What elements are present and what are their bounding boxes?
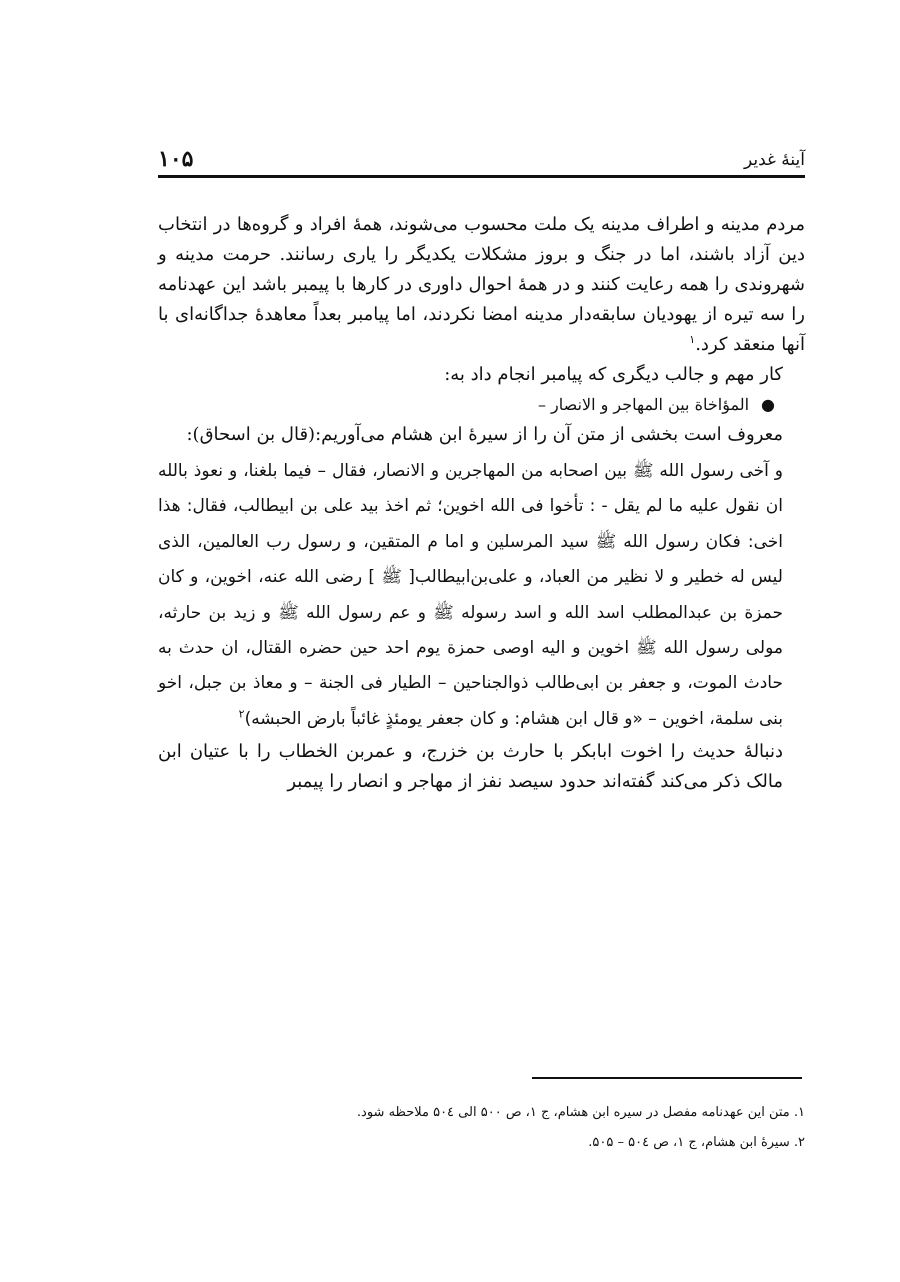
bullet-item bbox=[158, 390, 805, 420]
footnote-ref-2: ۲ bbox=[238, 707, 245, 721]
paragraph-2: کار مهم و جالب دیگری که پیامبر انجام داد به: bbox=[444, 364, 783, 385]
paragraph-1 bbox=[158, 210, 805, 360]
bullet-dot-icon: ● bbox=[761, 395, 775, 414]
header-divider bbox=[158, 175, 805, 178]
footnote-1: ۱. متن این عهدنامه مفصل در سیره ابن هشام، ج ۱، ص ۵۰۰ الی ۵۰٤ ملاحظه شود. bbox=[356, 1105, 805, 1120]
arabic-quotation bbox=[158, 454, 805, 737]
paragraph-1-text: مردم مدینه و اطراف مدینه یک ملت محسوب می‌شوند، همۀ افراد و گروه‌ها در انتخاب دین آزاد باشند، اما در جنگ و بروز مشکلات یکدیگر را یاری رسانند. حرمت مدینه و شهروندی را همه رعایت کنند و در همۀ احوال داوری در کارها با پیمبر باشد این عهدنامه را سه تیره از یهودیان سابقه‌دار مدینه امضا نکردند، اما پیامبر بعداً معاهدۀ جداگانه‌ای با آنها منعقد کرد. bbox=[158, 214, 805, 355]
bullet-text: المؤاخاة بین المهاجر و الانصار – bbox=[537, 395, 750, 414]
footnote-2: ۲. سیرۀ ابن هشام، ج ۱، ص ۵۰٤ – ۵۰۵. bbox=[588, 1135, 805, 1150]
main-text bbox=[158, 210, 805, 797]
footnote-divider bbox=[532, 1077, 802, 1079]
paragraph-3: معروف است بخشی از متن آن را از سیرۀ ابن هشام می‌آوریم:(قال بن اسحاق): bbox=[186, 424, 783, 445]
paragraph-4: دنبالۀ حدیث را اخوت ابابکر با حارث بن خزرج، و عمربن الخطاب را با عتیان ابن مالک ذکر می‌کند گفته‌اند حدود سیصد نفز از مهاجر و انصار را پیمبر bbox=[158, 741, 783, 793]
quotation-text: و آخی رسول الله ﷺ بین اصحابه من المهاجرین و الانصار، فقال – فیما بلغنا، و نعوذ بالله ان نقول علیه ما لم یقل - : تأخوا فی الله اخوین؛ ثم اخذ بید علی بن ابیطالب، فقال: هذا اخی: فکان رسول الله ﷺ سید المرسلین و اما م المتقین، و رسول رب العالمین، الذی لیس له خطیر و لا نظیر من العباد، و علی‌بن‌ابیطالب[ ﷺ ] رضی الله عنه، اخوین، و کان حمزة بن عبدالمطلب اسد الله و اسد رسوله ﷺ و عم رسول الله ﷺ و زید بن حارثه، مولی رسول الله ﷺ اخوین و الیه اوصی حمزة یوم احد حین حضره القتال، ان حدث به حادث الموت، و جعفر بن ابی‌طالب ذوالجناحین – الطیار فی الجنة – و معاذ بن جبل، اخو بنی سلمة، اخوین – «و قال ابن هشام: و کان جعفر یومئذٍ غائباً بارض الحبشه) bbox=[158, 461, 783, 729]
footnotes bbox=[158, 1098, 805, 1158]
page-number: ۱۰۵ bbox=[158, 146, 194, 172]
footnote-ref-1: ۱ bbox=[689, 333, 696, 346]
running-header-title: آینۀ غدیر bbox=[743, 150, 805, 170]
